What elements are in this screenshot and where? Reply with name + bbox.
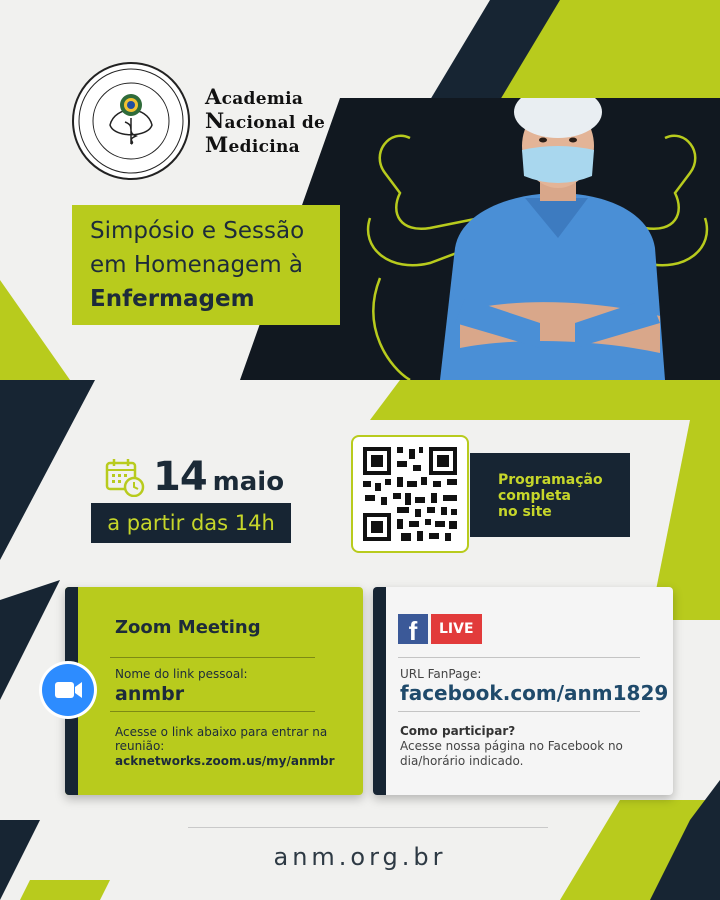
- program-note-line: no site: [498, 504, 552, 520]
- start-time: a partir das 14h: [91, 503, 291, 543]
- zoom-link[interactable]: acknetworks.zoom.us/my/anmbr: [115, 754, 335, 768]
- qr-code-pattern: [353, 437, 467, 551]
- program-note: [470, 453, 630, 537]
- divider: [398, 657, 640, 658]
- academy-name-line: Medicina: [205, 132, 300, 157]
- facebook-live-badge: [398, 614, 482, 644]
- date-day: 14: [153, 454, 207, 500]
- website-link[interactable]: anm.org.br: [273, 843, 447, 871]
- academy-name-line: Academia: [205, 84, 304, 109]
- event-title-line: [90, 282, 340, 316]
- camera-glyph: [42, 664, 94, 716]
- zoom-name-label: Nome do link pessoal:: [115, 667, 248, 681]
- program-note-line: completa: [498, 488, 571, 504]
- academy-name: [205, 86, 325, 158]
- divider: [110, 711, 315, 712]
- divider: [110, 657, 315, 658]
- facebook-how-text: Acesse nossa página no Facebook no dia/horário indicado.: [400, 739, 623, 768]
- date-month: maio: [212, 467, 285, 497]
- footer-divider: [188, 827, 548, 828]
- zoom-camera-icon: [42, 664, 94, 716]
- qr-code[interactable]: [351, 435, 469, 553]
- facebook-icon: f: [398, 614, 428, 644]
- date-row: [105, 455, 284, 499]
- facebook-url-label: URL FanPage:: [400, 667, 482, 681]
- event-title-line: em Homenagem à: [90, 252, 304, 278]
- zoom-title: Zoom Meeting: [115, 617, 261, 638]
- facebook-url[interactable]: facebook.com/anm1829: [400, 681, 669, 705]
- event-title-line: Simpósio e Sessão: [90, 218, 305, 244]
- academy-name-line: Nacional de: [205, 108, 326, 133]
- zoom-name-value: anmbr: [115, 683, 185, 705]
- calendar-clock-icon: [105, 457, 145, 497]
- event-title-emphasis: Enfermagem: [90, 286, 255, 312]
- academy-seal-logo: [70, 60, 192, 182]
- facebook-how-title: Como participar?: [400, 724, 516, 738]
- divider: [398, 711, 640, 712]
- live-badge: LIVE: [431, 614, 482, 644]
- program-note-line: Programação: [498, 472, 603, 488]
- zoom-access-text: Acesse o link abaixo para entrar na reunião:: [115, 725, 328, 753]
- event-title: [90, 214, 340, 316]
